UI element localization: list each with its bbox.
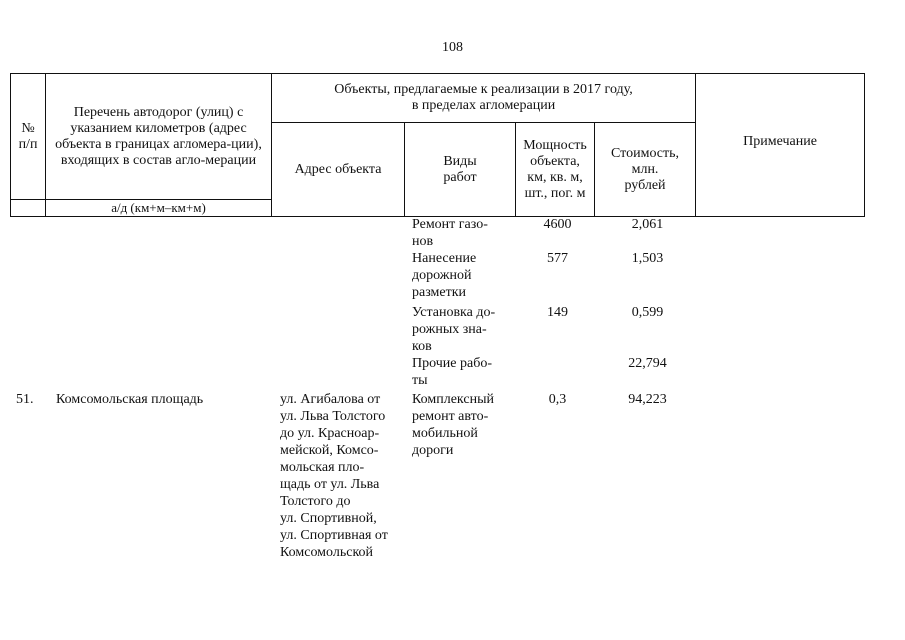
cost-road-signs: 0,599 bbox=[631, 305, 664, 320]
table-header bbox=[10, 73, 865, 217]
capacity-lawn-repair: 4600 bbox=[543, 217, 572, 232]
header-num-blank bbox=[11, 200, 46, 217]
row-51-work: Комплексный ремонт авто- мобильной дороги bbox=[412, 392, 494, 458]
header-num: № п/п bbox=[11, 74, 46, 200]
cost-other: 22,794 bbox=[628, 356, 667, 371]
work-road-signs: Установка до- рожных зна- ков bbox=[412, 305, 496, 354]
header-note: Примечание bbox=[696, 74, 865, 217]
header-work-types: Виды работ bbox=[405, 123, 516, 217]
capacity-road-signs: 149 bbox=[547, 305, 568, 320]
header-road-list: Перечень автодорог (улиц) с указанием километров (адрес объекта в границах агломера-ции), входящих в состав агло-мерации bbox=[46, 74, 272, 200]
row-51-road: Комсомольская площадь bbox=[56, 392, 204, 407]
row-51-capacity: 0,3 bbox=[548, 392, 567, 407]
header-capacity: Мощность объекта, км, кв. м, шт., пог. м bbox=[516, 123, 595, 217]
row-51-cost: 94,223 bbox=[628, 392, 667, 407]
capacity-road-marking: 577 bbox=[547, 251, 568, 266]
cost-lawn-repair: 2,061 bbox=[631, 217, 664, 232]
row-51-address: ул. Агибалова от ул. Льва Толстого до ул. Красноар- мейской, Комсо- мольская пло- щадь от ул. Льва Толстого до ул. Спортивной, ул. Спортивная от Комсомольской bbox=[280, 392, 388, 560]
page-number: 108 bbox=[442, 40, 463, 55]
work-other: Прочие рабо- ты bbox=[412, 356, 492, 388]
header-cost: Стоимость, млн. рублей bbox=[595, 123, 696, 217]
cost-road-marking: 1,503 bbox=[631, 251, 664, 266]
work-road-marking: Нанесение дорожной разметки bbox=[412, 251, 477, 300]
header-address: Адрес объекта bbox=[272, 123, 405, 217]
work-lawn-repair: Ремонт газо- нов bbox=[412, 217, 488, 249]
header-objects-group: Объекты, предлагаемые к реализации в 2017 году, в пределах агломерации bbox=[272, 74, 696, 123]
row-51-number: 51. bbox=[16, 392, 34, 407]
header-road-sub: а/д (км+м–км+м) bbox=[46, 200, 272, 217]
